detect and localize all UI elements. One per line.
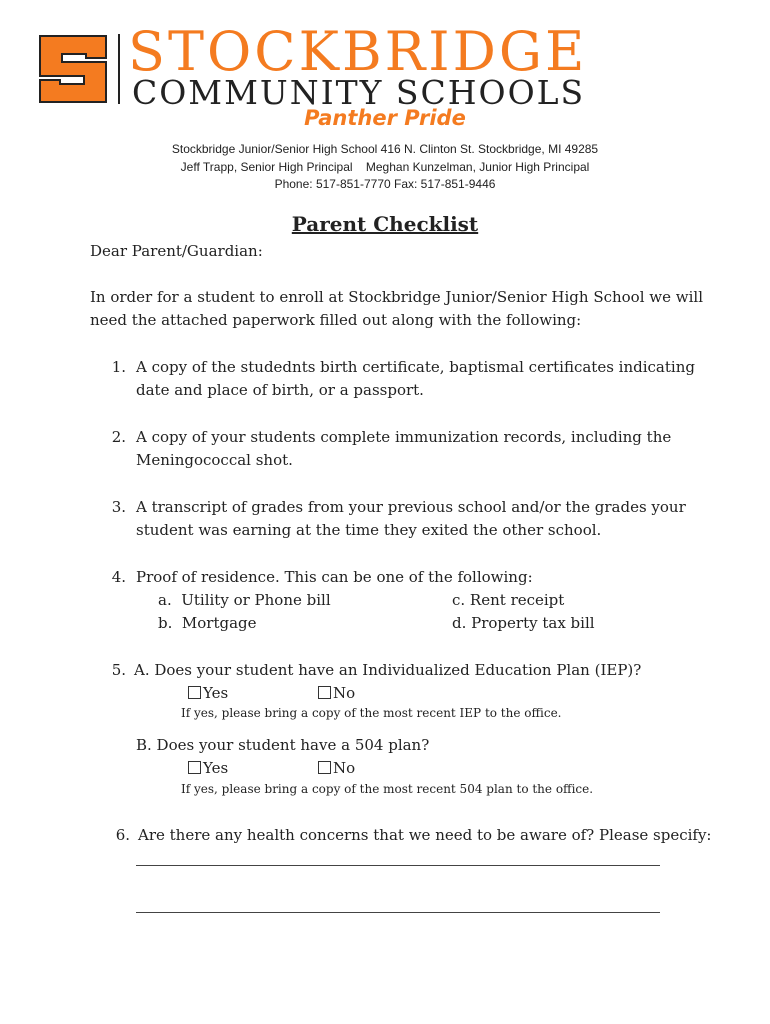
- checkbox-label: Yes: [203, 684, 229, 702]
- brand-subtitle: COMMUNITY SCHOOLS: [132, 73, 586, 112]
- list-item-text: date and place of birth, or a passport.: [136, 381, 424, 399]
- list-item-number: 5.: [111, 661, 126, 679]
- iep-yes-checkbox[interactable]: [188, 686, 201, 699]
- list-item-number: 6.: [115, 826, 130, 844]
- list-item-number: 2.: [111, 428, 126, 446]
- list-item-text: Meningococcal shot.: [136, 451, 293, 469]
- list-item-text: A transcript of grades from your previous school and/or the grades your: [136, 498, 686, 516]
- iep-note: If yes, please bring a copy of the most recent IEP to the office.: [181, 706, 562, 720]
- greeting: Dear Parent/Guardian:: [90, 242, 263, 260]
- iep-no-checkbox[interactable]: [318, 686, 331, 699]
- plan-504-yes-checkbox[interactable]: [188, 761, 201, 774]
- health-answer-line-1[interactable]: [136, 865, 660, 866]
- intro-line-1: In order for a student to enroll at Stockbridge Junior/Senior High School we will: [90, 288, 703, 306]
- list-item-text: student was earning at the time they exited the other school.: [136, 521, 602, 539]
- logo-divider: [118, 34, 120, 104]
- residence-option-rent: c. Rent receipt: [452, 591, 565, 609]
- plan-504-question: B. Does your student have a 504 plan?: [136, 736, 430, 754]
- tagline: Panther Pride: [304, 106, 466, 130]
- health-answer-line-2[interactable]: [136, 912, 660, 913]
- list-item-text: A copy of the studednts birth certificate, baptismal certificates indicating: [136, 358, 695, 376]
- list-item-text: Proof of residence. This can be one of the following:: [136, 568, 533, 586]
- iep-no-option[interactable]: [318, 682, 355, 705]
- list-item-number: 3.: [111, 498, 126, 516]
- plan-504-no-option[interactable]: [318, 757, 355, 780]
- plan-504-note: If yes, please bring a copy of the most recent 504 plan to the office.: [181, 782, 594, 796]
- list-item-text: A copy of your students complete immunization records, including the: [136, 428, 672, 446]
- plan-504-yes-option[interactable]: [188, 757, 228, 780]
- health-question: Are there any health concerns that we need to be aware of? Please specify:: [138, 826, 712, 844]
- list-item-number: 1.: [111, 358, 126, 376]
- page-title: Parent Checklist: [291, 212, 479, 236]
- residence-option-utility: a. Utility or Phone bill: [158, 591, 331, 609]
- intro-line-2: need the attached paperwork filled out along with the following:: [90, 311, 582, 329]
- checkbox-label: No: [333, 759, 356, 777]
- checkbox-label: No: [333, 684, 356, 702]
- contact-address: Stockbridge Junior/Senior High School 416 N. Clinton St. Stockbridge, MI 49285: [171, 142, 599, 156]
- iep-yes-option[interactable]: [188, 682, 228, 705]
- checkbox-label: Yes: [203, 759, 229, 777]
- contact-principals: Jeff Trapp, Senior High Principal Meghan Kunzelman, Junior High Principal: [180, 160, 590, 174]
- residence-option-mortgage: b. Mortgage: [158, 614, 257, 632]
- school-logo-icon: [36, 32, 110, 106]
- contact-phone: Phone: 517-851-7770 Fax: 517-851-9446: [274, 177, 496, 191]
- residence-option-tax: d. Property tax bill: [452, 614, 595, 632]
- list-item-number: 4.: [111, 568, 126, 586]
- iep-question: A. Does your student have an Individualized Education Plan (IEP)?: [134, 661, 642, 679]
- brand-name: STOCKBRIDGE: [128, 20, 588, 83]
- plan-504-no-checkbox[interactable]: [318, 761, 331, 774]
